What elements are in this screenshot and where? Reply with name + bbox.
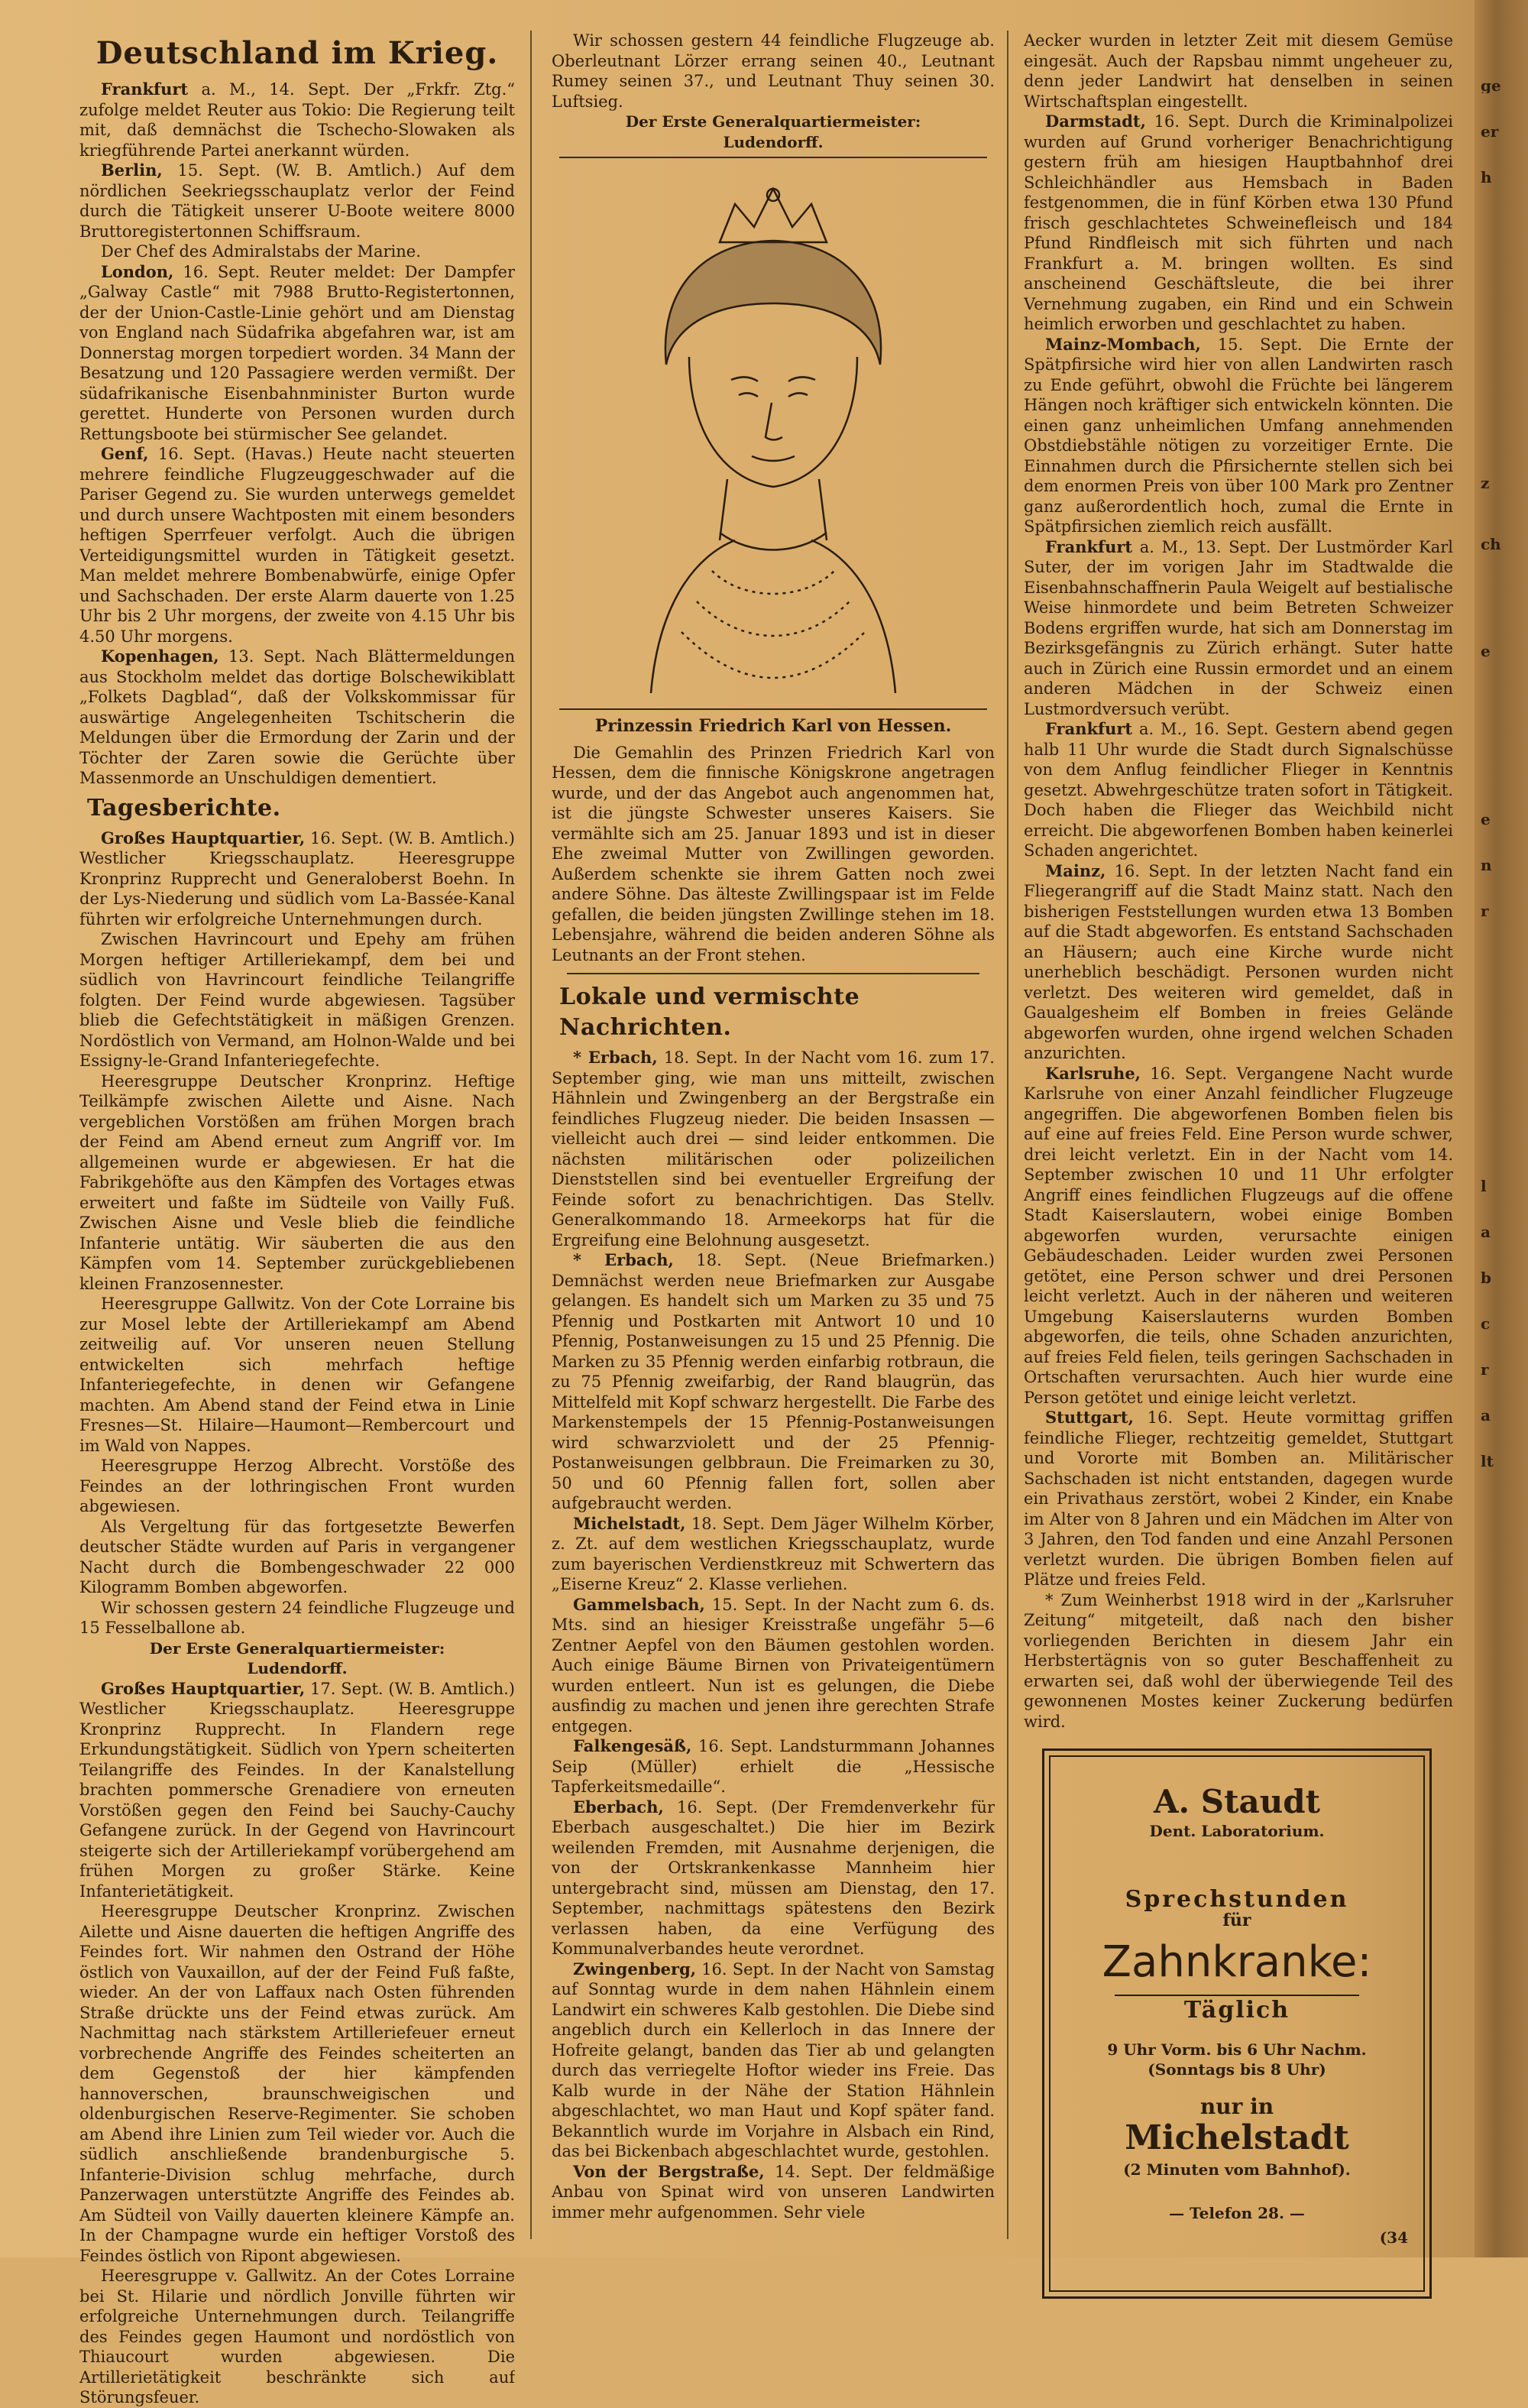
news-stuttgart: Stuttgart, 16. Sept. Heute vormittag griffen feindliche Flieger, rechtzeitig gemeldet, Stuttgart und Vororte mit Bomben an. Militärischer Sachschaden ist nicht entstanden, dagegen wurde ein Privathaus zerstört, wobei 2 Kinder, ein Knabe im Alter von 8 Jahren und ein Mädchen im Alter von 3 Jahren, den Tod fanden und eine Anzahl Personen verletzt wurden. Die übrigen Bomben fielen auf Plätze und freies Feld. (1024, 1408, 1453, 1589)
news-gammelsbach: Gammelsbach, 15. Sept. In der Nacht zum 6. ds. Mts. sind an hiesiger Kreisstraße ungefähr 5—6 Zentner Aepfel von den Bäumen gestohlen worden. Auch einige Bäume Birnen von Privateigentümern wurden entleert. Nun ist es gelungen, die Diebe ausfindig zu machen und jenen ihre gerechten Strafe entgegen. (552, 1594, 995, 1736)
ad-nur-in: nur in (1199, 2093, 1274, 2119)
news-mainz: Mainz, 16. Sept. In der letzten Nacht fand ein Fliegerangriff auf die Stadt Mainz statt. Nach den bisherigen Feststellungen wurden etwa 13 Bomben auf die Stadt abgeworfen. Es entstand Sachschaden an Häusern; auch eine Kirche wurde nicht unerheblich beschädigt. Personen wurden nicht verletzt. Des weiteren wird gemeldet, daß in Gaualgesheim elf Bomben in freies Gelände abgeworfen wurden, ohne irgend welchen Schaden anzurichten. (1024, 860, 1453, 1062)
edge-fragment: ge (1481, 76, 1501, 93)
column-3 (1024, 31, 1453, 2299)
signature-line-1: Der Erste Generalquartiermeister: (149, 1638, 445, 1658)
separator (567, 973, 979, 974)
edge-fragment: h (1481, 168, 1492, 185)
signature-line-3: Der Erste Generalquartiermeister: (625, 112, 921, 131)
news-mainz-mombach: Mainz-Mombach, 15. Sept. Die Ernte der Spätpfirsiche wird hier von allen Landwirten rasch zu Ende geführt, obwohl die Früchte bei längerem Hängen noch kräftiger sich entwickeln könnten. Die einen ganz unheimlichen Umfang annehmenden Obstdiebstähle nötigen zu vorzeitiger Ernte. Die Einnahmen durch die Pfirsichernte stellen sich bei dem enormen Preis von über 100 Mark pro Zentner ganz außerordentlich hoch, zumal die Ernte in Spätpfirsichen ziemlich reich ausfällt. (1024, 334, 1453, 536)
edge-fragment: c (1481, 1314, 1491, 1331)
edge-fragment: b (1481, 1269, 1491, 1285)
ad-hours-sunday: (Sonntags bis 8 Uhr) (1148, 2060, 1326, 2079)
news-bergstrasse: Von der Bergstraße, 14. Sept. Der feldmäßige Anbau von Spinat wird von unseren Landwirten immer mehr aufgenommen. Sehr viele (552, 2161, 995, 2222)
ad-subtitle: Dent. Laboratorium. (1149, 1822, 1325, 1840)
section-title-tagesberichte: Tagesberichte. (87, 794, 281, 822)
ad-number: (34 (1379, 2228, 1408, 2247)
edge-fragment: ch (1481, 535, 1501, 552)
ad-town: Michelstadt (1125, 2118, 1349, 2157)
edge-fragment: z (1481, 474, 1490, 491)
edge-fragment: er (1481, 122, 1499, 139)
edge-fragment: r (1481, 1360, 1489, 1377)
ad-distance: (2 Minuten vom Bahnhof). (1123, 2160, 1351, 2179)
edge-fragment: e (1481, 810, 1491, 827)
signature-admiralstab: Der Chef des Admiralstabs der Marine. (101, 242, 421, 261)
column-2 (552, 31, 995, 2222)
ad-telephone: — Telefon 28. — (1169, 2203, 1305, 2222)
edge-fragment: r (1481, 902, 1489, 919)
article-berlin: Berlin, 15. Sept. (W. B. Amtlich.) Auf dem nördlichen Seekriegsschauplatz verlor der Feind durch die Tätigkeit unserer U-Boote weitere 8000 Bruttoregistertonnen Schiffsraum. (79, 160, 515, 241)
report-16-p5: Heeresgruppe Herzog Albrecht. Vorstöße des Feindes an der lothringischen Front wurden abgewiesen. (79, 1457, 515, 1515)
report-continued: Wir schossen gestern 44 feindliche Flugzeuge ab. Oberleutnant Lörzer errang seinen 40., Leutnant Rumey seinen 37., und Leutnant Thuy seinen 30. Luftsieg. (552, 31, 995, 111)
article-london: London, 16. Sept. Reuter meldet: Der Dampfer „Galway Castle“ mit 7988 Brutto-Registertonnen, der der Union-Castle-Linie gehört und am Dienstag von England nach Südafrika abgefahren war, ist am Donnerstag morgen torpediert worden. 34 Mann der Besatzung und 120 Passagiere werden vermißt. Der südafrikanische Eisenbahnminister Burton wurde gerettet. Hunderte von Personen wurden durch Rettungsboote bei stürmischer See gelandet. (79, 261, 515, 443)
article-genf: Genf, 16. Sept. (Havas.) Heute nacht steuerten mehrere feindliche Flugzeuggeschwader auf die Pariser Gegend zu. Sie wurden unterwegs gemeldet und durch unsere Wachtposten mit einem besonders heftigen Sperrfeuer verfolgt. Auch die übrigen Verteidigungsmittel wurden in Tätigkeit gesetzt. Man meldet mehrere Bombenabwürfe, einige Opfer und Sachschaden. Der erste Alarm dauerte von 1.25 Uhr bis 2 Uhr morgens, der zweite von 4.15 Uhr bis 4.50 Uhr morgens. (79, 444, 515, 646)
report-16-intro: Großes Hauptquartier, 16. Sept. (W. B. Amtlich.) Westlicher Kriegsschauplatz. Heeresgruppe Kronprinz Rupprecht und Generaloberst Boehn. In der Lys-Niederung und südlich vom La-Bassée-Kanal führten wir erfolgreiche Unternehmungen durch. (79, 828, 515, 929)
news-eberbach: Eberbach, 16. Sept. (Der Fremdenverkehr für Eberbach ausgeschaltet.) Die hier im Bezirk weilenden Fremden, mit Ausnahme derjenigen, die von der Ortskrankenkasse Mannheim hier untergebracht sind, müssen am Dienstag, den 17. September, nachmittags spätestens den Bezirk verlassen haben, da eine Verfügung des Kommunalverbandes heute verordnet. (552, 1797, 995, 1958)
signature-line-2: Ludendorff. (247, 1659, 348, 1677)
article-frankfurt: Frankfurt a. M., 14. Sept. Der „Frkfr. Ztg.“ zufolge meldet Reuter aus Tokio: Die Regierung teilt mit, daß demnächst die Tschecho-Slowaken als kriegführende Partei anerkannt würden. (79, 79, 515, 160)
portrait-text: Die Gemahlin des Prinzen Friedrich Karl von Hessen, dem die finnische Königskrone angetragen wurde, und der das Angebot auch angenommen hat, ist die jüngste Schwester unseres Kaisers. Sie vermählte sich am 25. Januar 1893 und ist in dieser Ehe zweimal Mutter von Zwillingen geworden. Außerdem schenkte sie ihrem Gatten noch zwei andere Söhne. Das älteste Zwillingspaar ist im Felde gefallen, die beiden jüngsten Zwillinge stehen im 18. Lebensjahre, während die beiden anderen Söhne als Leutnants an der Front stehen. (552, 743, 995, 964)
news-weinherbst: * Zum Weinherbst 1918 wird in der „Karlsruher Zeitung“ mitgeteilt, daß nach den bisher vorliegenden Berichten in diesem Jahr ein Herbstertägnis von so guter Beschaffenheit zu erwarten sei, daß wohl der überwiegende Teil des gewonnenen Mostes keiner Zuckerung bedürfen wird. (1024, 1590, 1453, 1731)
news-erbach-flugzeug: * Erbach, 18. Sept. In der Nacht vom 16. zum 17. September ging, wie man uns mitteilt, zwischen Hähnlein und Zwingenberg an der Bergstraße ein feindliches Flugzeug nieder. Die beiden Insassen — vielleicht auch drei — sind leider entkommen. Die nächsten militärischen oder polizeilichen Dienststellen sind bei eventueller Ergreifung der Feinde sofort zu benachrichtigen. Das Stellv. Generalkommando 18. Armeekorps hat für die Ergreifung eine Belohnung ausgesetzt. (552, 1048, 995, 1249)
article-kopenhagen: Kopenhagen, 13. Sept. Nach Blättermeldungen aus Stockholm meldet das dortige Bolschewikiblatt „Folkets Dagblad“, daß der Volkskommissar für auswärtige Angelegenheiten Tschitscherin die Meldungen über die Ermordung der Zarin und der Töchter der Zaren sowie die Gerüchte über Massenmorde an Unschuldigen dementiert. (79, 647, 515, 787)
news-bergstrasse-continued: Aecker wurden in letzter Zeit mit diesem Gemüse eingesät. Auch der Rapsbau nimmt ungeheuer zu, denn jeder Landwirt hat denselben in seinen Wirtschaftsplan eingestellt. (1024, 31, 1453, 111)
report-16-p4: Heeresgruppe Gallwitz. Von der Cote Lorraine bis zur Mosel lebte der Artilleriekampf am Abend zeitweilig auf. Vor unseren neuen Stellung entwickelten sich mehrfach heftige Infanteriegefechte, in denen wir Gefangene machten. Am Abend stand der Feind etwa in Linie Fresnes—St. Hilaire—Haumont—Rembercourt und im Wald von Nappes. (79, 1295, 515, 1455)
ad-zahnkranke: Zahnkranke: (1102, 1937, 1372, 1987)
signature-line-4: Ludendorff. (723, 132, 824, 151)
section-title-lokale-nachrichten: Lokale und vermischte Nachrichten. (559, 984, 860, 1041)
edge-fragment: l (1481, 1177, 1487, 1194)
portrait-caption: Prinzessin Friedrich Karl von Hessen. (594, 716, 952, 736)
adjacent-page-edge (1475, 0, 1528, 2257)
advertisement-inner-frame (1049, 1755, 1425, 2292)
edge-fragment: n (1481, 856, 1492, 873)
news-erbach-briefmarken: * Erbach, 18. Sept. (Neue Briefmarken.) Demnächst werden neue Briefmarken zur Ausgabe gelangen. Es handelt sich um Marken zu 35 und 75 Pfennig und Postkarten mit Antwort 10 und 10 Pfennig, Postanweisungen zu 15 und 25 Pfennig. Die Marken zu 35 Pfennig werden einfarbig rotbraun, die zu 75 Pfennig zweifarbig, der Rand blaugrün, das Mittelfeld mit Kopf schwarz hergestellt. Die Farbe des Markenstempels der 15 Pfennig-Postanweisungen wird schwarzviolett und der 25 Pfennig-Postanweisungen gelbbraun. Die Freimarken zu 30, 50 und 60 Pfennig fallen fort, sollen aber aufgebraucht werden. (552, 1250, 995, 1512)
report-17-p3: Heeresgruppe v. Gallwitz. An der Cotes Lorraine bei St. Hilarie und nördlich Jonville führten wir erfolgreiche Unternehmungen durch. Teilangriffe des Feindes gegen Haumont und nordöstlich von Thiaucourt wurden abgewiesen. Die Artillerietätigkeit beschränkte sich auf Störungsfeuer. (79, 2267, 515, 2406)
report-16-p3: Heeresgruppe Deutscher Kronprinz. Heftige Teilkämpfe zwischen Ailette und Aisne. Nach vergeblichen Vorstößen am frühen Morgen brach der Feind am Abend erneut zum Angriff vor. Im allgemeinen wurde er abgewiesen. Er hat die Fabrikgehöfte aus den Kämpfen des Vortages etwas erweitert und faßte im Südteile von Vailly Fuß. Zwischen Aisne und Vesle blieb die feindliche Infanterie untätig. Wir säuberten die aus den Kämpfen vom 14. September zurückgebliebenen kleinen Franzosennester. (79, 1071, 515, 1293)
edge-fragment: e (1481, 642, 1491, 659)
portrait-drawing (605, 173, 941, 693)
news-falkengesaess: Falkengesäß, 16. Sept. Landsturmmann Johannes Seip (Müller) erhielt die „Hessische Tapferkeitsmedaille“. (552, 1736, 995, 1796)
column-rule-2 (1007, 31, 1008, 2239)
report-16-p6: Als Vergeltung für das fortgesetzte Bewerfen deutscher Städte wurden auf Paris in vergangener Nacht durch die Bombengeschwader 22 000 Kilogramm Bomben abgeworfen. (79, 1517, 515, 1596)
ad-fuer: für (1222, 1910, 1251, 1930)
edge-fragment: a (1481, 1223, 1491, 1240)
advertisement-staudt (1042, 1748, 1432, 2299)
news-frankfurt-16: Frankfurt a. M., 16. Sept. Gestern abend gegen halb 11 Uhr wurde die Stadt durch Signalschüsse von dem Anflug feindlicher Flieger in Kenntnis gesetzt. Abwehrgeschütze traten sofort in Tätigkeit. Doch haben die Flieger das Weichbild nicht erreicht. Die abgeworfenen Bomben haben keinerlei Schaden angerichtet. (1024, 719, 1453, 860)
column-1 (79, 31, 515, 2408)
news-frankfurt-13: Frankfurt a. M., 13. Sept. Der Lustmörder Karl Suter, der im vorigen Jahr im Stadtwalde die Eisenbahnschaffnerin Paula Weigelt auf bestialische Weise hinmordete und beim Betreten Schweizer Bodens ergriffen wurde, hat sich am Donnerstag im Bezirksgefängnis zu Zürich erhängt. Suter hatte auch in Zürich eine Russin ermordet und an einem anderen Mädchen in der Schweiz einen Lustmordversuch verübt. (1024, 536, 1453, 718)
ad-hours: 9 Uhr Vorm. bis 6 Uhr Nachm. (1107, 2040, 1367, 2059)
section-title-deutschland-im-krieg: Deutschland im Krieg. (96, 35, 499, 71)
report-17-p2: Heeresgruppe Deutscher Kronprinz. Zwischen Ailette und Aisne dauerten die heftigen Angriffe des Feindes fort. Wir nahmen den Ostrand der Höhe östlich von Vauxaillon, auf der der Feind Fuß faßte, wieder. An der von Laffaux nach Osten führenden Straße drückte uns der Feind etwas zurück. Am Nachmittag nach stärkstem Artilleriefeuer erneut vorbrechende Angriffe des Feindes scheiterten an dem Gegenstoß der hier kämpfenden hannoverschen, braunschweigischen und oldenburgischen Reserve-Regimenter. Sie schoben am Abend ihre Linien zum Teil wieder vor. Auch die südlich anschließende brandenburgische 5. Infanterie-Division schlug mehrfache, durch Panzerwagen unterstützte Angriffe des Feindes ab. Am Südteil von Vailly dauerten kleinere Kämpfe an. In der Champagne wurde ein heftiger Vorstoß des Feindes östlich von Ripont abgewiesen. (79, 1902, 515, 2265)
ad-name: A. Staudt (1153, 1783, 1321, 1820)
ad-rule (1115, 1995, 1359, 1996)
ad-sprechstunden: Sprechstunden (1125, 1886, 1349, 1913)
edge-fragment: a (1481, 1406, 1491, 1423)
report-16-p2: Zwischen Havrincourt und Epehy am frühen Morgen heftiger Artilleriekampf, dem bei und südlich von Havrincourt feindliche Teilangriffe folgten. Der Feind wurde abgewiesen. Tagsüber blieb die Gefechtstätigkeit in mäßigen Grenzen. Nordöstlich von Vermand, am Holnon-Walde und bei Essigny-le-Grand Infanteriegefechte. (79, 930, 515, 1070)
column-rule-1 (530, 31, 532, 2239)
news-zwingenberg: Zwingenberg, 16. Sept. In der Nacht von Samstag auf Sonntag wurde in dem nahen Hähnlein einem Landwirt ein schweres Kalb gestohlen. Die Diebe sind angeblich durch ein Kellerloch in das Innere der Hofreite gelangt, banden das Tier ab und gelangten durch das verriegelte Hoftor wieder ins Freie. Das Kalb wurde in der Nähe der Station Hähnlein abgeschlachtet, wo man Haut und Kopf später fand. Bekanntlich wurde im Vorjahre in Alsbach ein Rind, das bei Bickenbach abgeschlachtet wurde, gestohlen. (552, 1959, 995, 2160)
news-michelstadt: Michelstadt, 18. Sept. Dem Jäger Wilhelm Körber, z. Zt. auf dem westlichen Kriegsschauplatz, wurde zum bayerischen Verdienstkreuz mit Schwertern das „Eiserne Kreuz“ 2. Klasse verliehen. (552, 1513, 995, 1593)
news-karlsruhe: Karlsruhe, 16. Sept. Vergangene Nacht wurde Karlsruhe von einer Anzahl feindlicher Flugzeuge angegriffen. Die abgeworfenen Bomben fielen bis auf eine auf freies Feld. Eine Person wurde schwer, drei leicht verletzt. Ein in der Nacht vom 14. September zwischen 10 und 11 Uhr erfolgter Angriff eines feindlichen Flugzeugs auf die offene Stadt Kaiserslautern, wobei einige Bomben abgeworfen wurden, verursachte einigen Gebäudeschaden. Leider wurden zwei Personen getötet, eine Person schwer und drei Personen leicht verletzt. Auch in der näheren und weiteren Umgebung Kaiserslauterns wurden Bomben abgeworfen, die teils, ohne Schaden anzurichten, auf freies Feld fielen, teils geringen Sachschaden in Ortschaften verursachten. Auch hier wurde eine Person getötet und einige leicht verletzt. (1024, 1063, 1453, 1407)
report-16-p7: Wir schossen gestern 24 feindliche Flugzeuge und 15 Fesselballone ab. (79, 1598, 515, 1637)
ad-taeglich: Täglich (1183, 1997, 1290, 2024)
report-17-intro: Großes Hauptquartier, 17. Sept. (W. B. Amtlich.) Westlicher Kriegsschauplatz. Heeresgruppe Kronprinz Rupprecht. In Flandern rege Erkundungstätigkeit. Südlich von Ypern scheiterten Teilangriffe des Feindes. In der Kanalstellung brachten pommersche Grenadiere von erneuten Vorstößen gegen den Feind bei Sauchy-Cauchy Gefangene zurück. In der Gegend von Havrincourt steigerte sich der Artilleriekampf vorübergehend am frühen Morgen zu großer Stärke. Keine Infanterietätigkeit. (79, 1678, 515, 1901)
portrait-illustration (559, 157, 987, 710)
edge-fragment: lt (1481, 1452, 1494, 1469)
news-darmstadt: Darmstadt, 16. Sept. Durch die Kriminalpolizei wurden auf Grund vorheriger Benachrichtigung gestern früh am hiesigen Hauptbahnhof drei Schleichhändler aus Hemsbach in Baden festgenommen, die in fünf Körben etwa 130 Pfund frisch geschlachtetes Schweinefleisch und 184 Pfund Rindfleisch mit sich führten und nach Frankfurt a. M. bringen wollten. Es sind anscheinend Geschäftsleute, die bei ihrer Vernehmung zugaben, ein Rind und ein Schwein heimlich erworben und geschlachtet zu haben. (1024, 112, 1453, 333)
